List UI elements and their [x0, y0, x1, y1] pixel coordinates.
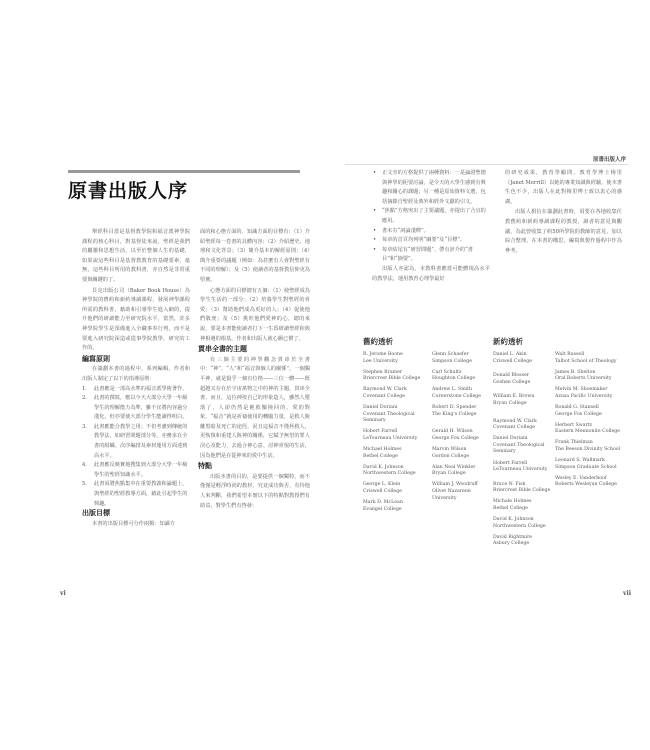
paragraph: 面的和心態方面的，知識方面的目標有：（1）介紹聖經每一卷書的具體內容；（2）介紹歷史、地理和文化背景；（3）簡介基本的解經原則；（4）簡介重要的議題（例如：為甚麼有人會對聖經有不同的理解）；及（5）使讀者的基督教信仰更為堅實。 — [200, 229, 310, 283]
paragraph: 出版人相信在籌劃此書時，須要在各地收集任教舊約和新約導讀課程的教授，讀者的意見與觀議，為此曾收集了約50所學院的教師的意見，加以綜合整理，在本書的構思，編寫與製作過程中作為參考。 — [505, 209, 622, 254]
reviewer-institution: Covenant College — [493, 425, 535, 431]
reviewer-institution: LeTourneau University — [493, 467, 548, 473]
rule-number: 2. — [82, 395, 87, 402]
header-rule — [345, 164, 628, 165]
reviewer-entry — [493, 394, 553, 407]
reviewer-entry — [432, 370, 492, 383]
reviewer-name: George L. Klein — [363, 482, 401, 488]
reviewer-name: Bruce N. Fisk — [493, 481, 526, 487]
paragraph: 貝克出版公司（Baker Book House）為神學院的舊約和新約導讀課程，發展神學課程所需的教科書，藉助和引導學生進入網的，提升他們的研讀能力至研究院水平，當然，許多神學院學生是預備進入全職事奉行列，而不是要進入研究院深造或從事學院教學，研究的工作的。 — [82, 287, 190, 352]
reviewer-entry — [363, 482, 423, 495]
feature-item: • 每章結尾有“研習問題”、帶有評介的“書目”和“摘要”。 — [380, 246, 490, 265]
feature-item: • 每章的首頁均列明“綱要”及“目標”。 — [380, 236, 490, 246]
reviewer-name: Donald Blosser — [493, 373, 529, 379]
rule-text: 此書須將焦點集中在重要教義和論題上，與聖經的聖經教導方面，藉此引起學生的興趣。 — [94, 481, 188, 507]
reviewer-name: Daniel L. Akin — [493, 352, 527, 357]
reviewer-institution: Azusa Pacific University — [555, 393, 613, 399]
reviewer-institution: Evangel College — [363, 506, 402, 512]
reviewer-institution: Bethel College — [363, 453, 398, 459]
rule-number: 4. — [82, 462, 87, 469]
reviewer-institution: Asbury College — [493, 541, 530, 547]
reviewer-institution: Covenant College — [363, 393, 405, 399]
rule-item — [82, 394, 190, 423]
reviewer-name: Stephen Bramer — [363, 369, 403, 375]
reviewer-institution: Bethel College — [493, 506, 528, 511]
reviewer-entry — [493, 352, 553, 365]
features-list — [372, 169, 490, 265]
reviewer-name: Melvin M. Shoemaker — [555, 387, 608, 393]
old-testament-reviewers-heading: 舊約透析 — [363, 337, 393, 346]
reviewer-institution: The Beeson Divinity School — [555, 447, 621, 453]
reviewer-institution: Olivet Nazarene University — [432, 488, 471, 501]
feature-item: • 書末有“詞論淺釋”。 — [380, 227, 490, 237]
rule-number: 1. — [82, 385, 87, 392]
reviewer-name: James B. Shelton — [555, 369, 596, 375]
reviewer-name: Marvin Wilson — [432, 446, 467, 452]
reviewer-name: William J. Woodruff — [432, 482, 478, 488]
reviewer-entry — [363, 352, 423, 365]
reviewer-entry — [432, 352, 492, 365]
reviewer-institution: Simpson Graduate School — [555, 464, 617, 470]
paragraph: 本書的出版目標可分作兩類：知識方 — [92, 520, 176, 527]
section-heading-theme: 貫串全書的主題 — [198, 345, 247, 354]
reviewer-institution: Bryan College — [432, 471, 466, 477]
reviewer-name: Raymond W. Clark — [493, 418, 537, 424]
rule-text: 此書應能合教學之用；不但考慮到傳統的教學法，如研習問題部分等，亦務求在全書的組織、次序編排及素材運用方面達到高水平。 — [94, 423, 188, 459]
reviewer-entry — [555, 352, 625, 365]
page-number: vi — [60, 590, 66, 597]
reviewer-entry — [493, 482, 553, 495]
rule-number: 5. — [82, 481, 87, 488]
new-testament-reviewers-heading: 新約透析 — [493, 337, 523, 346]
reviewer-institution: Oral Roberts University — [555, 376, 612, 382]
reviewer-institution: Cornerstone College — [432, 393, 482, 399]
old-testament-reviewers-col-a — [363, 352, 423, 518]
reviewer-name: David K. Johnson — [363, 464, 404, 470]
reviewer-name: Hobert Farrell — [363, 429, 398, 435]
reviewer-name: Frank Thielman — [555, 440, 593, 446]
old-testament-reviewers-col-b — [432, 352, 492, 507]
paragraph: 舉經科目當是基督教學院和福音派神學院課程的核心科目，對基督徒來說，聖經是我們的屬靈和思想生活，以至於整個人生的基礎，如果說這些科目是基督教教育的基礎要素，毫無，這些科目所用的教科書，亦自然是非常重要與關鍵的了。 — [82, 229, 190, 283]
rule-item — [82, 461, 190, 480]
reviewer-entry — [555, 387, 625, 400]
reviewer-institution: Covenant Theological Seminary — [363, 411, 415, 424]
reviewer-entry — [493, 419, 553, 432]
rule-number: 3. — [82, 423, 87, 430]
reviewer-institution: Bryan College — [493, 400, 527, 406]
reviewer-name: Michale Holmes — [493, 499, 532, 505]
right-column-1 — [372, 169, 490, 284]
reviewer-entry — [555, 440, 625, 453]
rule-text: 此書應是一部高水準的福音派學術著作。 — [94, 385, 188, 392]
rule-text: 此書應反映實地搜集到大部分大學一年級學生的聖經知識水平。 — [94, 462, 188, 478]
reviewer-name: Mark D. McLean — [363, 500, 403, 506]
paragraph: 出版本書的目的，是要提供一個獨特，而不僅僅是輕浮時尚的教材，究竟成功與否，有待他人來判斷，我們希望本冊以下的特點對教授們有助益，對學生們有啓發： — [200, 473, 310, 509]
paragraph: 有三個主要的神學觀念貫串於全書中：“神”、“人”和“福音與個人的關係”。一個獨平神，就是賢乎一個有位格——三位一體——既超越又存在於宇宙萬物之中的神的主題，貫串全書，而且，這位神按自己的形象造人，雖然人墮落了，人卻仍然是祂救贖挽回的、愛的對象。“福音”就是祈禱使用的轉臨力量，是救人脫離黑暗及死亡的途徑，況且這福音不僅拯救人，更恢復和重建人與神的關係，它賦予無望的罪人決心及能力，去過合神心意、討神喜悅的生活，因為他們是在從神來的愛中生活。 — [200, 356, 310, 459]
reviewer-entry — [432, 482, 492, 502]
reviewer-name: William E. Brown — [493, 394, 535, 400]
reviewer-institution: LeTourneau University — [363, 435, 418, 441]
reviewer-entry — [555, 423, 625, 436]
reviewer-entry — [363, 447, 423, 460]
reviewer-entry — [363, 500, 423, 513]
reviewer-name: Carl Schultz — [432, 369, 462, 375]
running-head: 原書出版人序 — [592, 157, 626, 163]
reviewer-name: Leonard S. Wallmark — [555, 458, 605, 464]
page-title: 原書出版人序 — [68, 180, 189, 202]
rule-item — [82, 423, 190, 461]
reviewer-name: David K. Johnson — [493, 517, 534, 523]
paragraph: 的研究成果，教育學顧問、教育學博士梅里（Janet Merrill）以她的專業知識與經驗，使本書生色不少，出版人在此對梅里博士致以衷心的感謝。 — [505, 170, 622, 205]
reviewer-name: Wesley E. Vanderhoof — [555, 475, 607, 481]
reviewer-entry — [432, 465, 492, 478]
feature-item: • 正文旁的方格提供了兩種資料：一是論證聖德與神學的扼要討論，是令天的大學生感到有興趣和關心的課題；另一種是原始資料文選，包括摘錄自聖經及典外和經外文獻的引文。 — [380, 169, 490, 207]
reviewer-entry — [432, 447, 492, 460]
reviewer-institution: Eastern Mennonite College — [555, 429, 621, 435]
reviewer-institution: Gordon College — [432, 453, 470, 459]
reviewer-institution: Simpson College — [432, 358, 472, 364]
reviewer-entry — [555, 458, 625, 471]
new-testament-reviewers-col-b — [555, 352, 625, 494]
right-page — [325, 0, 650, 750]
reviewer-entry — [493, 499, 553, 512]
reviewer-name: Alan Neal Winkler — [432, 464, 476, 470]
reviewer-institution: Goshen College — [493, 379, 531, 385]
reviewer-institution: George Fox College — [555, 411, 602, 417]
reviewer-institution: George Fox College — [432, 435, 479, 441]
reviewer-entry — [493, 373, 553, 386]
reviewer-name: Ronald G. Stansell — [555, 405, 599, 411]
editing-rules-list — [82, 385, 190, 510]
section-heading-editing: 編寫原則 — [82, 354, 110, 363]
paragraph: 出版人亦認為，本教科書應當可能體現高水平的教學法，運用教育心理學最好 — [372, 265, 490, 282]
reviewer-name: Robert D. Spender — [432, 405, 477, 411]
reviewer-institution: The King's College — [432, 411, 477, 417]
right-column-2 — [505, 169, 622, 256]
paragraph: 心態方面的目標總有五個：（1）使聖經成為學生生活的一部分；（2）培養學生對聖經的喜愛；（3）幫助他們成為更好的人；（4）促使他們敬虔；及（5）挑旺他們愛神的心，總的來說，要是本書能使讀者打下一生爲研讀聖經和與神相遇的根基，作者和出版人就心願已償了。 — [200, 287, 310, 342]
reviewer-institution: Briercrest Bible College — [493, 488, 551, 494]
reviewer-entry — [493, 436, 553, 456]
reviewer-entry — [555, 370, 625, 383]
reviewer-entry — [432, 405, 492, 418]
new-testament-reviewers-col-a — [493, 352, 553, 552]
section-heading-features: 特點 — [198, 462, 212, 471]
reviewer-entry — [363, 387, 423, 400]
reviewer-institution: Briercrest Bible College — [363, 376, 421, 382]
reviewer-institution: Northwestern College — [493, 523, 546, 529]
reviewer-entry — [432, 429, 492, 442]
left-column-2 — [200, 228, 310, 511]
section-heading-goals: 出版目標 — [82, 509, 110, 518]
feature-item: • “焦點”方格突出了主要議題，亦提出了合宜的應用。 — [380, 207, 490, 226]
reviewer-name: Walt Russell — [555, 352, 585, 357]
title-rule — [68, 170, 300, 173]
reviewer-institution: Criswell College — [493, 358, 532, 364]
rule-item — [82, 385, 190, 395]
reviewer-name: R. Jerome Boone — [363, 352, 403, 357]
reviewer-entry — [493, 517, 553, 530]
reviewer-institution: Houghton College — [432, 376, 476, 382]
reviewer-name: Gerald H. Wilson — [432, 429, 473, 435]
reviewer-name: Glenn Schaefer — [432, 352, 469, 357]
reviewer-entry — [555, 405, 625, 418]
reviewer-entry — [432, 387, 492, 400]
reviewer-entry — [493, 461, 553, 474]
reviewer-name: Raymond W. Clark — [363, 387, 407, 393]
page-number: vii — [623, 590, 632, 597]
reviewer-name: Herbert Swartz — [555, 422, 593, 428]
reviewer-institution: Talbot School of Theology — [555, 358, 617, 364]
reviewer-institution: Roberts Wesleyan College — [555, 482, 617, 488]
reviewer-name: Michael Holmes — [363, 447, 402, 453]
reviewer-institution: Criswell College — [363, 489, 402, 494]
reviewer-entry — [555, 476, 625, 489]
reviewer-institution: Northwestern College — [363, 471, 416, 477]
reviewer-institution: Lee University — [363, 358, 398, 364]
reviewer-entry — [493, 535, 553, 548]
paragraph: 在籌劃本書的過程中，系列編輯，作者和出版人制定了以下的指導原則： — [82, 366, 190, 382]
rule-item — [82, 480, 190, 509]
reviewer-name: Daniel Doriani — [493, 436, 528, 442]
reviewer-name: Hobert Farrell — [493, 460, 528, 466]
rule-text: 此書的撰寫，應以今天大部分大學一年級學生的理解能力為準，雖不宜將內容過分淺化，但亦要使大部分學生能讀得明白。 — [94, 395, 188, 421]
reviewer-entry — [363, 370, 423, 383]
reviewer-entry — [363, 429, 423, 442]
reviewer-name: David Rightmire — [493, 534, 533, 540]
reviewer-name: Andrew L. Smith — [432, 387, 473, 393]
reviewer-name: Daniel Doriani — [363, 405, 398, 411]
left-column-1 — [82, 228, 190, 529]
reviewer-entry — [363, 465, 423, 478]
reviewer-institution: Covenant Theological Seminary — [493, 442, 545, 455]
reviewer-entry — [363, 405, 423, 425]
